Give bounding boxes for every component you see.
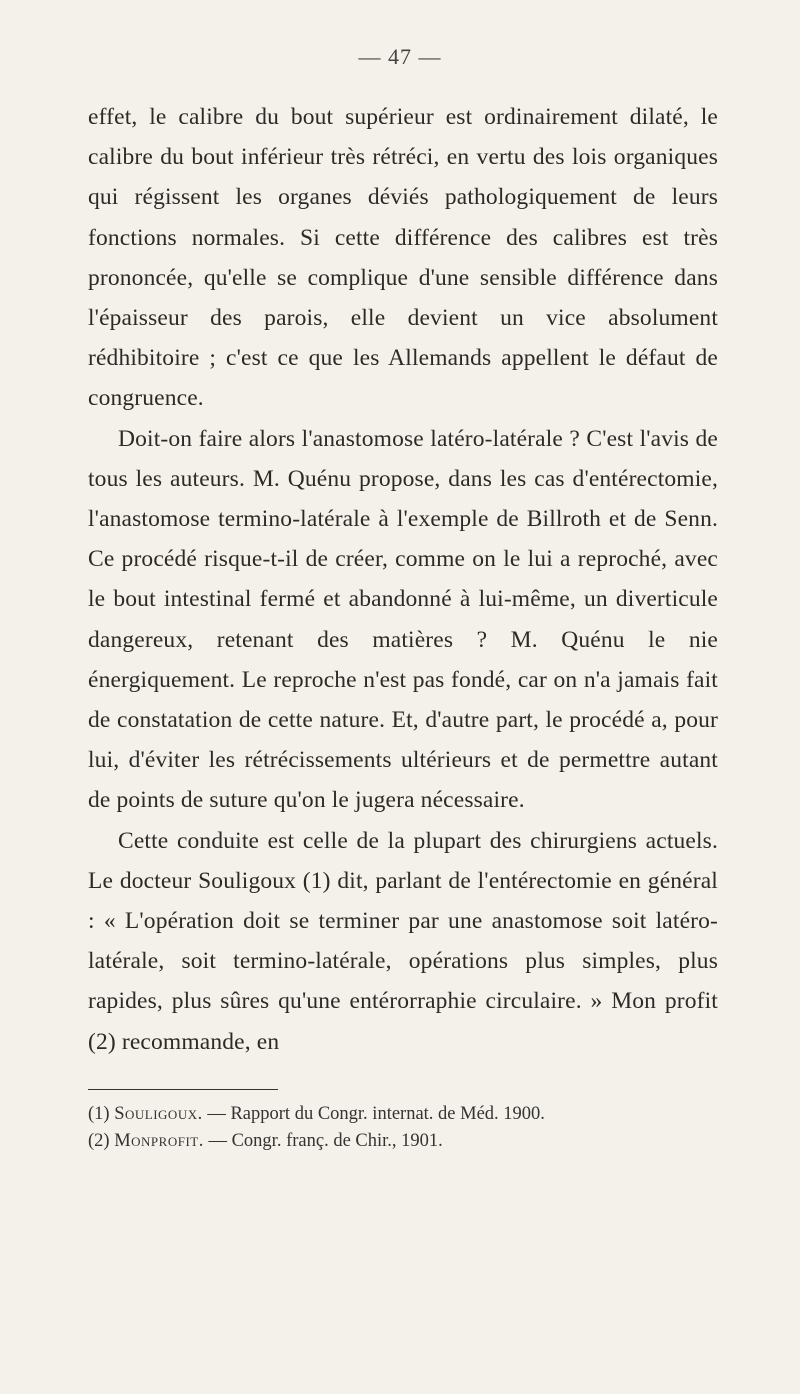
footnote — [88, 1128, 728, 1155]
footnote-marker: (1) — [88, 1104, 110, 1124]
footnote-divider — [88, 1089, 278, 1090]
paragraph: effet, le calibre du bout supérieur est ordinairement dilaté, le calibre du bout inférieur très rétréci, en vertu des lois organiques qui régissent les organes déviés pathologiquement de leurs fonctions normales. Si cette différence des calibres est très prononcée, qu'elle se complique d'une sensible différence dans l'épaisseur des parois, elle devient un vice absolument rédhibitoire ; c'est ce que les Allemands appellent le défaut de congruence. — [88, 104, 718, 412]
footnote-author: Monprofit. — [114, 1131, 204, 1151]
footnote-text: — Congr. franç. de Chir., 1901. — [208, 1131, 443, 1151]
paragraph: Doit-on faire alors l'anastomose latéro-latérale ? C'est l'avis de tous les auteurs. M. Quénu propose, dans les cas d'entérectomie, l'anastomose termino-latérale à l'exemple de Billroth et de Senn. Ce procédé risque-t-il de créer, comme on le lui a reproché, avec le bout intestinal fermé et abandonné à lui-même, un diverticule dangereux, retenant des matières ? M. Quénu le nie énergiquement. Le reproche n'est pas fondé, car on n'a jamais fait de constatation de cette nature. Et, d'autre part, le procédé a, pour lui, d'éviter les rétrécissements ultérieurs et de permettre autant de points de suture qu'on le jugera nécessaire. — [88, 425, 718, 814]
footnote-author: Souligoux. — [114, 1104, 203, 1124]
footnote-marker: (2) — [88, 1131, 110, 1151]
page-number: — 47 — — [358, 44, 442, 69]
paragraph: Cette conduite est celle de la plupart des chirurgiens actuels. Le docteur Souligoux (1) dit, parlant de l'entérectomie en général : « L'opération doit se terminer par une anastomose soit latéro-latérale, soit termino-latérale, opérations plus simples, plus rapides, plus sûres qu'une entérorraphie circulaire. » Mon profit (2) recommande, en — [88, 827, 718, 1055]
body-text — [88, 97, 718, 1062]
footnote-text: — Rapport du Congr. internat. de Méd. 1900. — [207, 1104, 545, 1124]
footnote — [88, 1101, 728, 1128]
footnotes — [88, 1101, 728, 1155]
